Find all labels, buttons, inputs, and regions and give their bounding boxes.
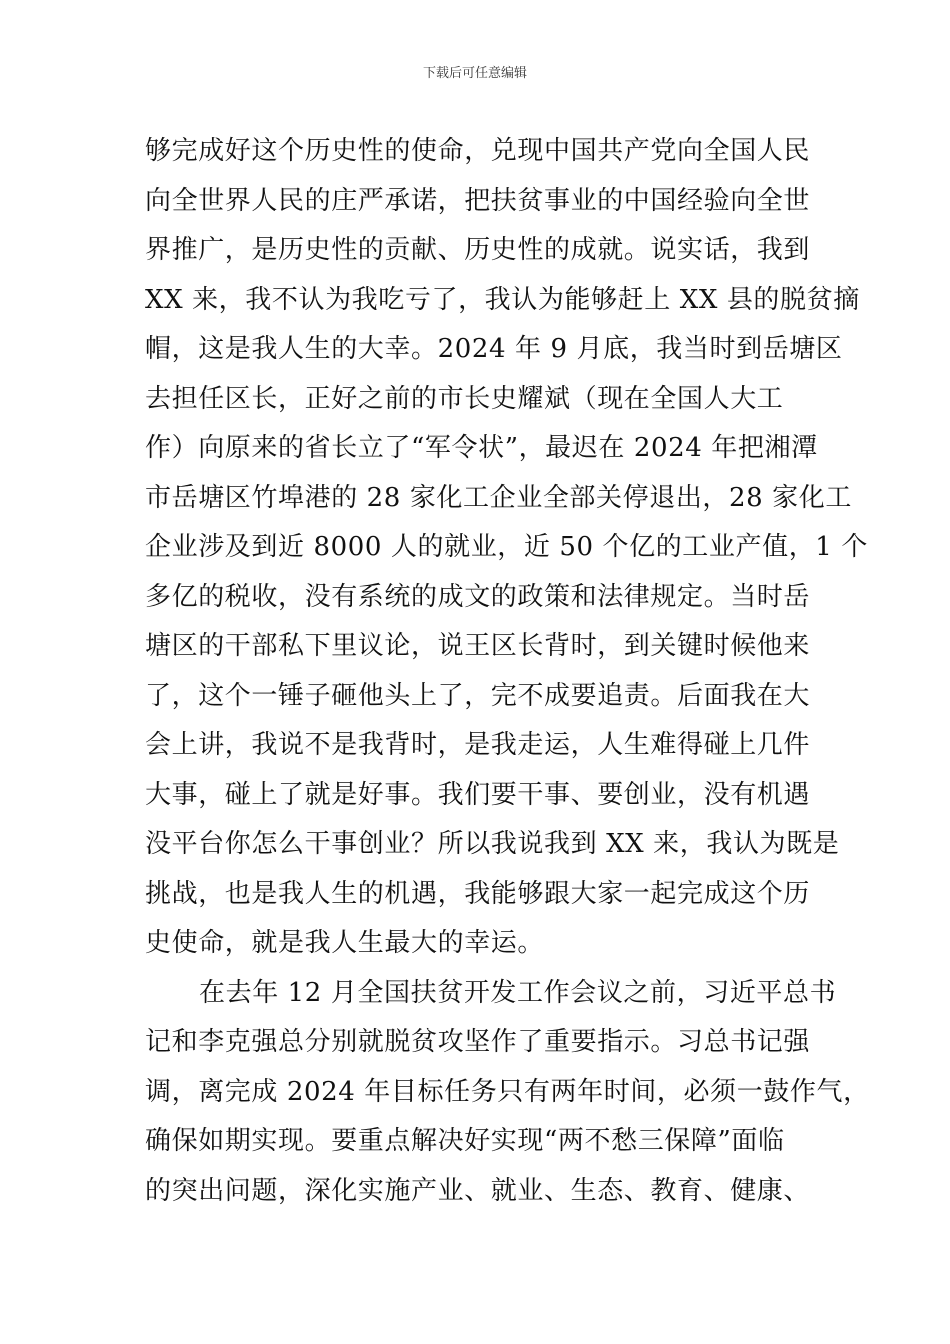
text-line: 大事，碰上了就是好事。我们要干事、要创业，没有机遇	[145, 779, 811, 810]
text-line: 会上讲，我说不是我背时，是我走运，人生难得碰上几件	[145, 730, 811, 760]
text-line: 挑战，也是我人生的机遇，我能够跟大家一起完成这个历	[145, 878, 811, 909]
text-line: 帽，这是我人生的大幸。2024 年 9 月底，我当时到岳塘区	[145, 334, 843, 364]
text-line: 作）向原来的省长立了“军令状”，最迟在 2024 年把湘潭	[145, 433, 818, 463]
text-line: 市岳塘区竹埠港的 28 家化工企业全部关停退出，28 家化工	[145, 482, 852, 513]
text-line: 确保如期实现。要重点解决好实现“两不愁三保障”面临	[145, 1126, 785, 1156]
text-line: 塘区的干部私下里议论，说王区长背时，到关键时候他来	[145, 631, 811, 661]
text-line: 去担任区长，正好之前的市长史耀斌（现在全国人大工	[145, 383, 784, 414]
text-line: 调，离完成 2024 年目标任务只有两年时间，必须一鼓作气，	[145, 1076, 870, 1107]
paragraph-2	[145, 969, 870, 1217]
text-line: 向全世界人民的庄严承诺，把扶贫事业的中国经验向全世	[145, 185, 811, 216]
document-body	[145, 127, 870, 1216]
page-header-note: 下载后可任意编辑	[422, 66, 527, 81]
text-line: 没平台你怎么干事创业？所以我说我到 XX 来，我认为既是	[145, 829, 840, 859]
text-line: 多亿的税收，没有系统的成文的政策和法律规定。当时岳	[145, 581, 811, 612]
text-line: 企业涉及到近 8000 人的就业，近 50 个亿的工业产值，1 个	[145, 532, 868, 562]
paragraph-1	[145, 127, 868, 969]
text-line: 了，这个一锤子砸他头上了，完不成要追责。后面我在大	[145, 680, 811, 711]
text-line: XX 来，我不认为我吃亏了，我认为能够赶上 XX 县的脱贫摘	[145, 284, 860, 315]
text-line: 史使命，就是我人生最大的幸运。	[145, 928, 545, 958]
text-line: 界推广，是历史性的贡献、历史性的成就。说实话，我到	[145, 235, 811, 265]
text-line: 够完成好这个历史性的使命，兑现中国共产党向全国人民	[145, 136, 811, 166]
text-line: 的突出问题，深化实施产业、就业、生态、教育、健康、	[145, 1175, 811, 1206]
text-line: 记和李克强总分别就脱贫攻坚作了重要指示。习总书记强	[145, 1027, 811, 1057]
text-line: 在去年 12 月全国扶贫开发工作会议之前，习近平总书	[199, 977, 837, 1008]
